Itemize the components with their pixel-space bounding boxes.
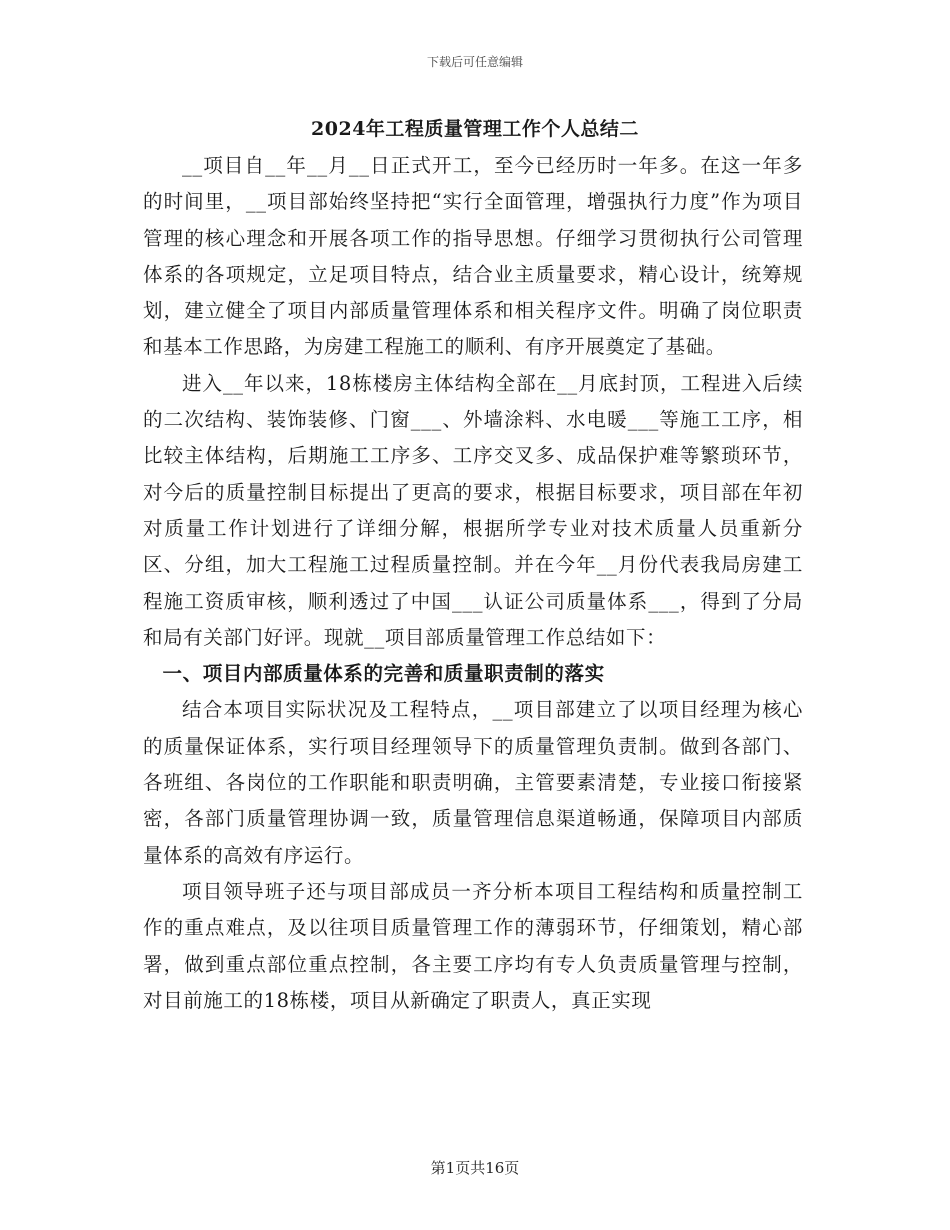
paragraph-progress: 进入__年以来，18栋楼房主体结构全部在__月底封顶，工程进入后续的二次结构、装饰装修、门窗___、外墙涂料、水电暖___等施工工序，相比较主体结构，后期施工工序多、工序交叉多、成品保护难等繁琐环节，对今后的质量控制目标提出了更高的要求，根据目标要求，项目部在年初对质量工作计划进行了详细分解，根据所学专业对技术质量人员重新分区、分组，加大工程施工过程质量控制。并在今年__月份代表我局房建工程施工资质审核，顺利透过了中国___认证公司质量体系___，得到了分局和局有关部门好评。现就__项目部质量管理工作总结如下： (143, 371, 803, 649)
paragraph-leadership: 项目领导班子还与项目部成员一齐分析本项目工程结构和质量控制工作的重点难点，及以往项目质量管理工作的薄弱环节，仔细策划，精心部署，做到重点部位重点控制，各主要工序均有专人负责质量管理与控制，对目前施工的18栋楼，项目从新确定了职责人，真正实现 (143, 879, 803, 1012)
section-heading: 一、项目内部质量体系的完善和质量职责制的落实 (162, 662, 605, 686)
page-footer-number: 第1页共16页 (430, 1159, 520, 1177)
document-title: 2024年工程质量管理工作个人总结二 (311, 118, 639, 140)
page-header-note: 下载后可任意编辑 (426, 55, 523, 69)
paragraph-intro: __项目自__年__月__日正式开工，至今已经历时一年多。在这一年多的时间里，__项目部始终坚持把“实行全面管理，增强执行力度”作为项目管理的核心理念和开展各项工作的指导思想。仔细学习贯彻执行公司管理体系的各项规定，立足项目特点，结合业主质量要求，精心设计，统筹规划，建立健全了项目内部质量管理体系和相关程序文件。明确了岗位职责和基本工作思路，为房建工程施工的顺利、有序开展奠定了基础。 (143, 154, 803, 359)
paragraph-quality-system: 结合本项目实际状况及工程特点，__项目部建立了以项目经理为核心的质量保证体系，实行项目经理领导下的质量管理负责制。做到各部门、各班组、各岗位的工作职能和职责明确，主管要素清楚，专业接口衔接紧密，各部门质量管理协调一致，质量管理信息渠道畅通，保障项目内部质量体系的高效有序运行。 (143, 698, 803, 867)
document-body (143, 148, 803, 1019)
